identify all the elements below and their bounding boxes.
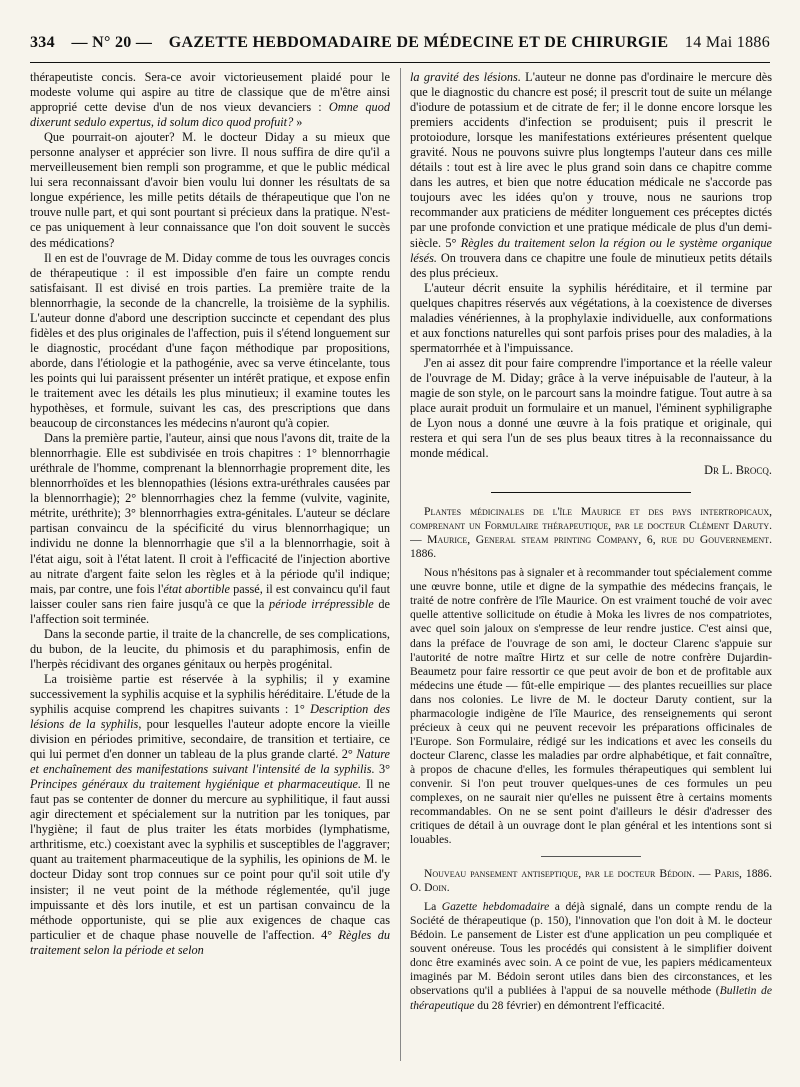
paragraph: La troisième partie est réservée à la syphilis; il y examine successivement la syphilis acquise et la syphilis héréditaire. L'étude de la syphilis acquise comprend les chapitres suivants : 1° Description des lésions de la syphilis, pour lesquelles l'auteur adopte encore la vieille division en périodes primitive, secondaire, de transition et tertiaire, ce qui lui permet d'en donner un tableau de la plus grande clarté. 2° Nature et enchaînement des manifestations suivant l'intensité de la syphilis. 3° Principes généraux du traitement hygiénique et pharmaceutique. Il ne faut pas se contenter de donner du mercure au syphilitique, il faut aussi agir directement et spécialement sur la nutrition par les toniques, par l'hygiène; il faut de plus traiter les états morbides (lymphatisme, arthritisme, etc.) coexistant avec la syphilis et susceptibles de l'aggraver; quant au traitement pharmaceutique de la syphilis, les opinions de M. le docteur Diday sont trop connues sur ce point pour qu'il soit utile d'y insister; il ne veut point de la méthode réglementée, qu'il juge impuissante et dès lors inutile, et est un partisan convaincu de la méthode opportuniste, qui se plie aux exigences de chaque cas particulier et de chaque phase nouvelle de l'affection. 4° Règles du traitement selon la période et selon <box>30 671 390 957</box>
right-column <box>410 70 772 1063</box>
header-rule <box>30 62 770 63</box>
notice-paragraph: Nous n'hésitons pas à signaler et à recommander tout spécialement comme une œuvre bonne, utile et digne de la sympathie des médecins français, le traité de notre confrère de l'île Maurice. On est vraiment touché de voir avec quelle attentive sollicitude on étudie à Moka les livres de nos compatriotes, avec quel soin jaloux on s'empresse de leur rendre justice. C'est ainsi que, dans la préface de l'ouvrage de son ami, le docteur Clarenc s'appuie sur l'autorité de notre maître Hirtz et sur celle de notre confrère Dujardin-Beaumetz pour faire ressortir ce que peut avoir de bon et de profitable aux médecins une étude — fût-elle empirique — des plantes recueillies sur place dans nos colonies. Le livre de M. le docteur Daruty contient, sur la pharmacologie indigène de l'île Maurice, des renseignements qui seront précieux à ceux qui ne peuvent recevoir les préparations officinales de l'Europe. Son Formulaire, rédigé sur les indications et avec les conseils du docteur Clarenc, classe les maladies par ordre alphabétique, et fait connaître, à propos de chacune d'elles, les formules thérapeutiques qui semblent lui convenir. Si l'on peut trouver quelques-unes de ces formules un peu complexes, on ne saurait nier qu'elles ne puissent être à certains moments recommandables. On ne se sent point d'ailleurs le désir d'adresser des critiques de détail à un ouvrage dont le plan général et les intentions sont si louables. <box>410 566 772 847</box>
paragraph: thérapeutiste concis. Sera-ce avoir victorieusement plaidé pour le modeste volume qui aspire au titre de classique que de m'être ainsi approprié cette devise d'un de nos vieux devanciers : Omne quod dixerunt sedulo expertus, id solum dico quod profuit? » <box>30 70 390 130</box>
notice-separator <box>541 856 641 857</box>
paragraph: L'auteur décrit ensuite la syphilis héréditaire, et il termine par quelques chapitres réservés aux végétations, à la coexistence de diverses maladies vénériennes, à la prophylaxie individuelle, aux conformations et aux fonctions naturelles qui sont parfois prises pour des maladies, à la spermatorrhée et à l'impuissance. <box>410 280 772 355</box>
column-rule <box>400 68 401 1061</box>
running-header <box>30 34 770 60</box>
notice-heading: Plantes médicinales de l'île Maurice et des pays intertropicaux, comprenant un Formulaire thérapeutique, par le docteur Clément Daruty. — Maurice, General steam printing Company, 6, rue du Gouvernement. 1886. <box>410 505 772 561</box>
left-column <box>30 70 390 1063</box>
paragraph: Dans la seconde partie, il traite de la chancrelle, de ses complications, du bubon, de la leucite, du phimosis et du paraphimosis, enfin de l'herpès récidivant des organes génitaux ou herpès progénital. <box>30 626 390 671</box>
paragraph: la gravité des lésions. L'auteur ne donne pas d'ordinaire le mercure dès que le diagnostic du chancre est posé; il prescrit tout de suite un mélange d'iodure de potassium et de citrate de fer; il le donne encore lorsque les premiers accidents d'infection se produisent; puis il prescrit le protoiodure, lorsque les manifestations extérieures présentent quelque gravité. Nous ne pouvons suivre plus longtemps l'auteur dans ces mille détails : tout est à lire avec le plus grand soin dans ce chapitre comme dans les autres, et bien que notre éducation médicale ne s'accorde pas toujours avec les idées qu'on y trouve, nous ne saurions trop recommander aux praticiens de méditer longuement ces préceptes dictés par une profonde conviction et une pratique médicale de plus d'un demi-siècle. 5° Règles du traitement selon la région ou le système organique lésés. On trouvera dans ce chapitre une foule de minutieux petits détails des plus précieux. <box>410 70 772 280</box>
section-separator <box>491 492 691 493</box>
signature: Dr L. Brocq. <box>704 463 772 478</box>
page-number: 334 <box>30 34 55 51</box>
paragraph: J'en ai assez dit pour faire comprendre l'importance et la réelle valeur de l'ouvrage de M. Diday; grâce à la verve inépuisable de l'auteur, à la magie de son style, on le parcourt sans la moindre fatigue. Tout autre à sa place aurait produit un formulaire et un manuel, l'éminent syphiligraphe de Lyon nous a donné une œuvre à la fois pratique et originale, qui restera et qui sera l'un de ses plus beaux titres à la reconnaissance du monde médical. <box>410 355 772 461</box>
issue-number: — N° 20 — <box>71 34 153 51</box>
paragraph: Que pourrait-on ajouter? M. le docteur Diday a su mieux que personne analyser et apprécier son livre. Il nous suffira de dire qu'il a merveilleusement bien rempli son programme, et que le public médical lui sera reconnaissant d'avoir bien voulu lui donner les résultats de sa longue expérience, les mille petits détails de thérapeutique que l'on ne trouve nulle part, et qui sont pourtant si précieux dans la pratique. N'est-ce pas uniquement à leur connaissance que l'on doit souvent le succès des médications? <box>30 130 390 250</box>
paragraph: Dans la première partie, l'auteur, ainsi que nous l'avons dit, traite de la blennorrhagie. Elle est subdivisée en trois chapitres : 1° blennorrhagie uréthrale de l'homme, comprenant la blennorrhagie proprement dite, les blennorrhoïdes et les blennopathies (lésions extra-uréthrales causées par la blennorrhagie); 2° blennorrhagies chez la femme (vulvite, vaginite, métrite, uréthrite); 3° blennorrhagies extra-génitales. L'auteur se déclare partisan convaincu de la spécificité du virus blennorrhagique; un individu ne donne la blennorrhagie que s'il a la blennorrhagie, soit à l'état aigu, soit à l'état latent. Il croit à l'efficacité de l'injection abortive au nitrate d'argent faite selon les règles et à la période qu'il indique; mais, par contre, une fois l'état abortible passé, il est convaincu qu'il faut laisser couler sans rien faire jusqu'à ce que la période irrépressible de l'affection soit terminée. <box>30 431 390 626</box>
notice-paragraph: La Gazette hebdomadaire a déjà signalé, dans un compte rendu de la Société de thérapeutique (p. 150), l'innovation que l'on doit à M. le docteur Bédoin. Le pansement de Lister est d'une application un peu compliquée et souvent onéreuse. Tous les procédés qui consistent à le simplifier doivent donc être examinés avec soin. A ce point de vue, les papiers médicamenteux imaginés par M. Bédoin seront utiles dans bien des circonstances, et les observations qu'il a publiées à l'appui de sa nouvelle méthode (Bulletin de thérapeutique du 28 février) en démontrent l'efficacité. <box>410 900 772 1012</box>
notice-heading: Nouveau pansement antiseptique, par le docteur Bédoin. — Paris, 1886. O. Doin. <box>410 867 772 895</box>
journal-title: GAZETTE HEBDOMADAIRE DE MÉDECINE ET DE CHIRURGIE <box>168 34 669 51</box>
paragraph: Il en est de l'ouvrage de M. Diday comme de tous les ouvrages concis de thérapeutique : il est impossible d'en faire un compte rendu satisfaisant. Il est divisé en trois parties. La première traite de la blennorrhagie, la seconde de la chancrelle, la troisième de la syphilis. L'auteur donne d'abord une description succincte et cependant des plus fidèles et des plus originales de l'affection, puis il s'étend longuement sur le diagnostic, procédant d'une façon méthodique par propositions, aborde, dans l'étiologie et la pathogénie, avec sa verve étincelante, tous les points qui lui paraissent présenter un intérêt pratique, et expose enfin le traitement avec les détails les plus minutieux; il examine toutes les hypothèses, et formule, suivant les cas, des prescriptions que dans beaucoup de circonstances les médecins n'auront qu'à copier. <box>30 250 390 431</box>
issue-date: 14 Mai 1886 <box>684 34 770 51</box>
